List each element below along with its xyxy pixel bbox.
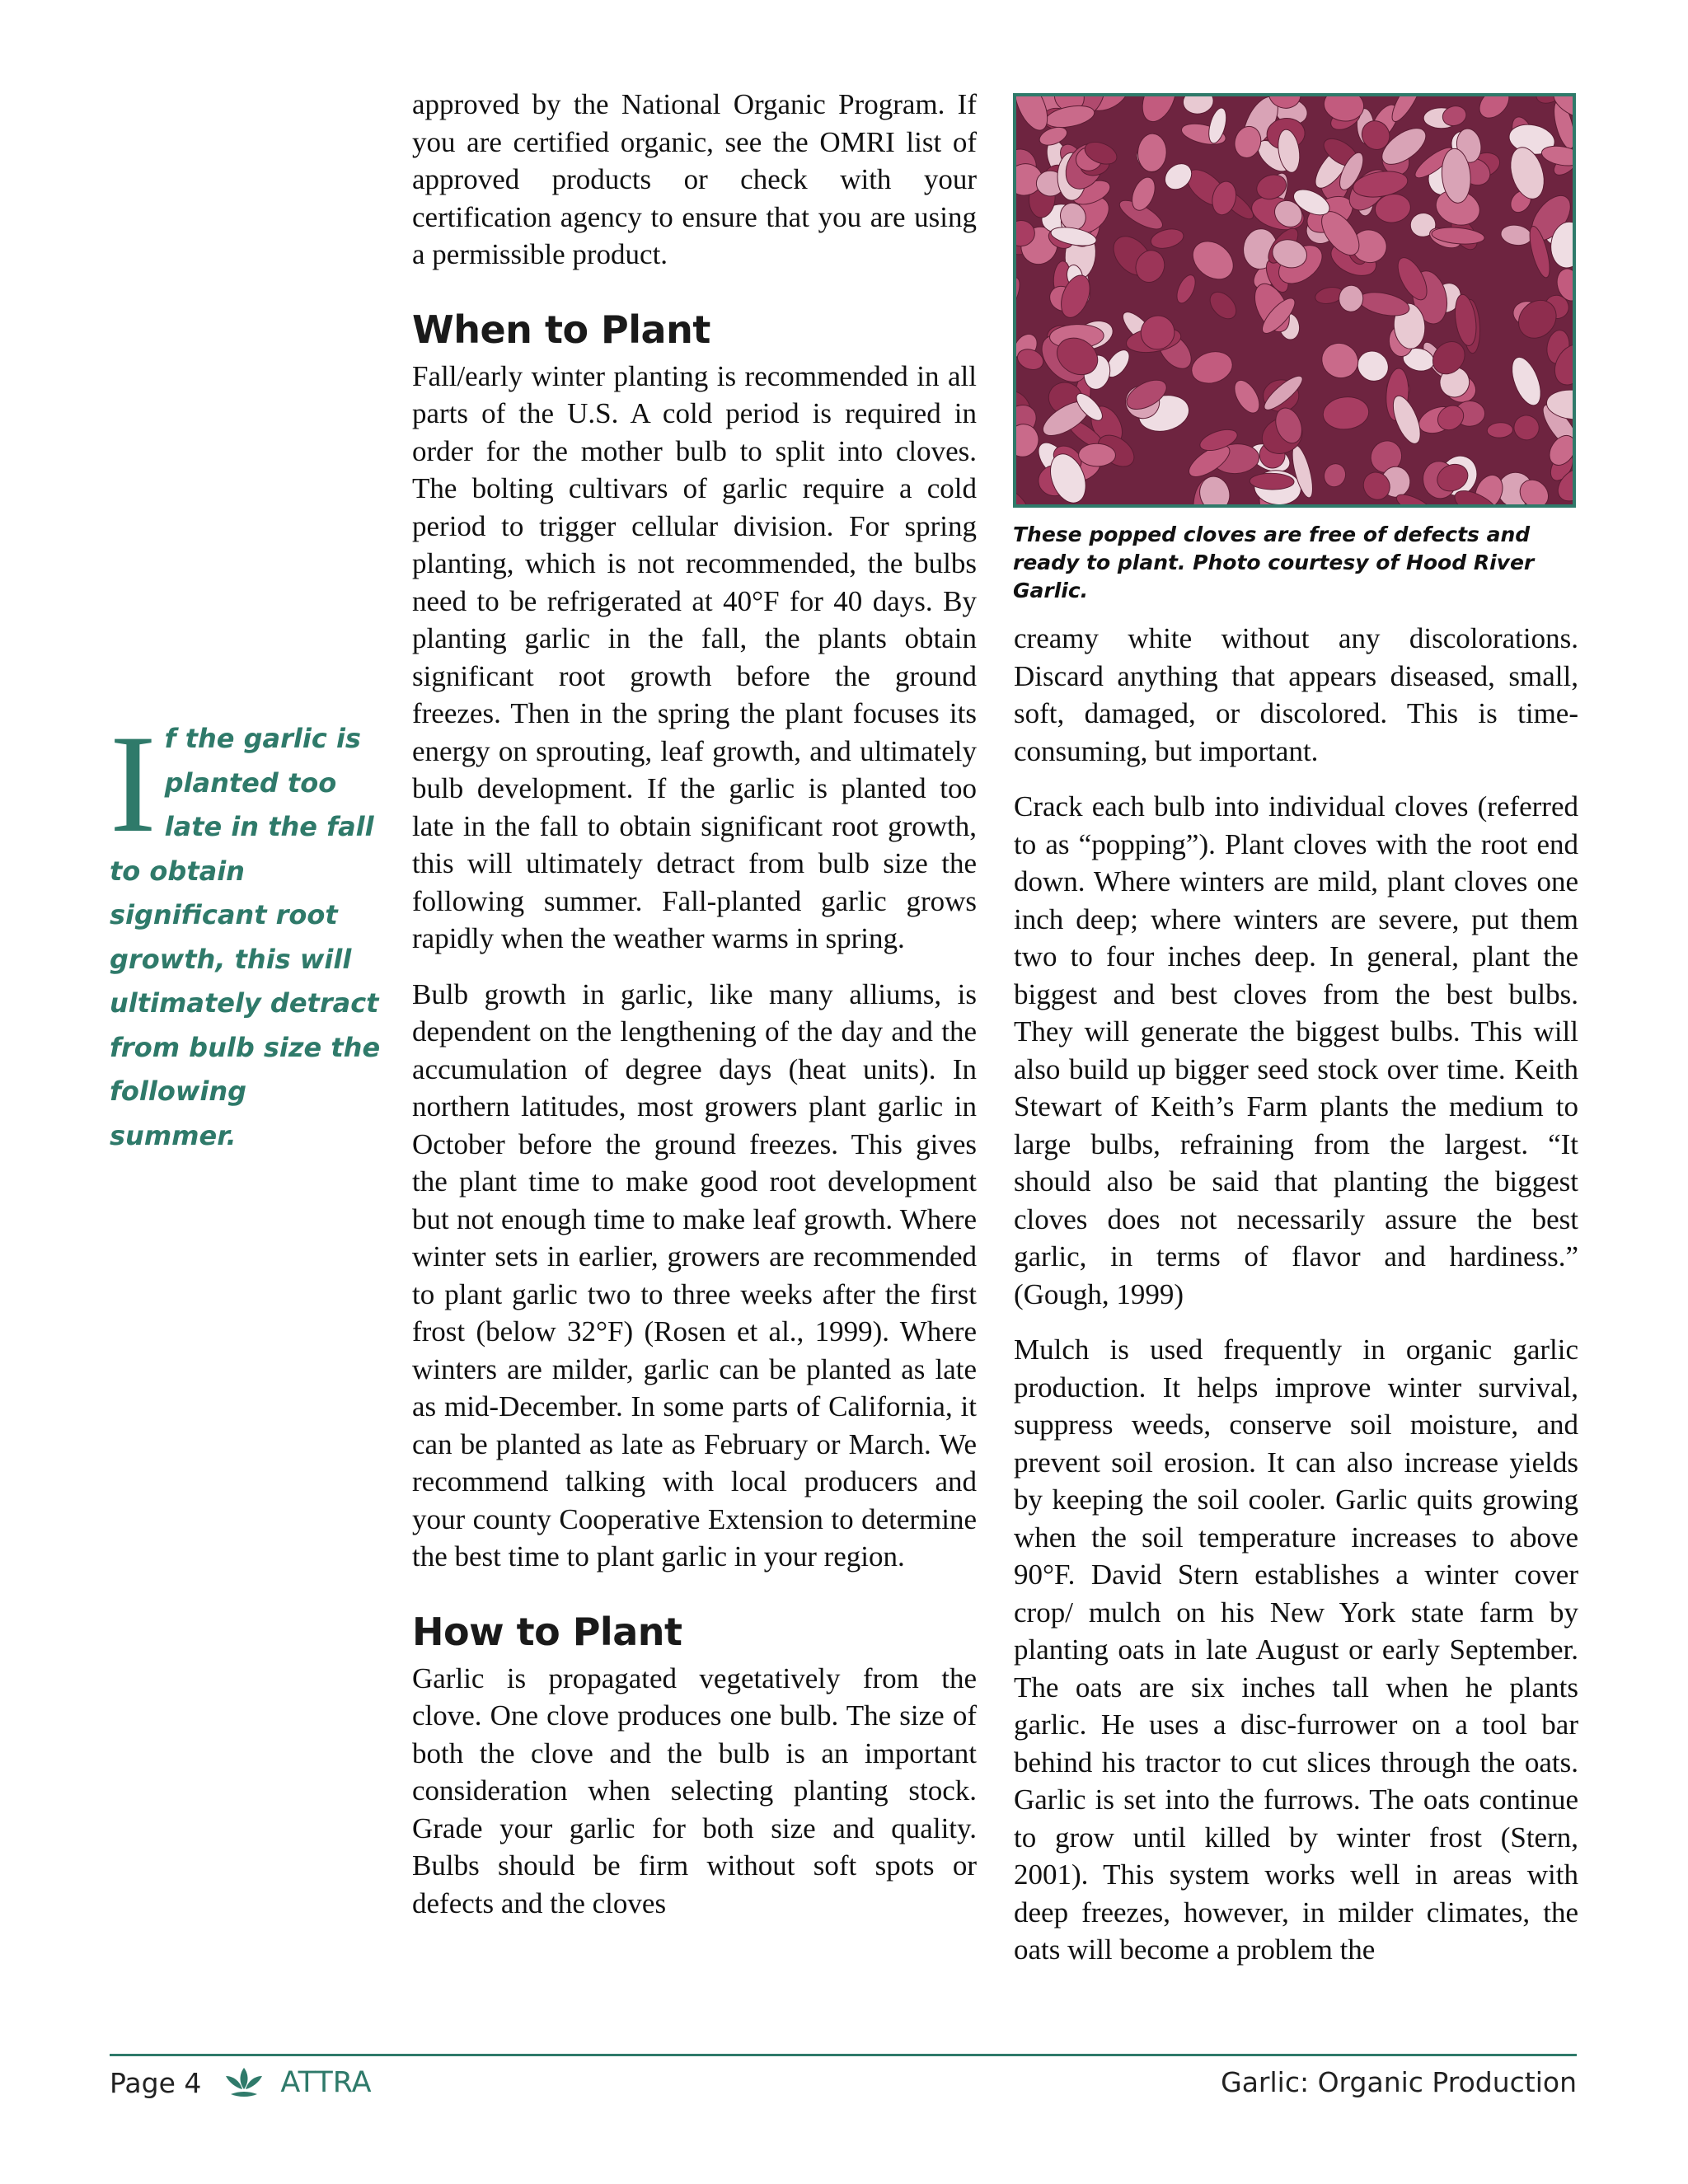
garlic-clove	[1078, 443, 1115, 466]
pull-quote-text: f the garlic is planted too late in the fall to obtain significant root growth, this will ultimately detract from bulb size the following summer.	[110, 723, 381, 1151]
when-to-plant-heading: When to Plant	[412, 307, 710, 352]
pull-quote-drop-cap: I	[110, 706, 157, 861]
footer-rule	[110, 2054, 1577, 2056]
footer-left	[110, 2062, 372, 2103]
pull-quote	[110, 706, 382, 1158]
main-column	[412, 86, 977, 1940]
right-paragraph-1: creamy white without any discolorations. Discard anything that appears diseased, small, soft, damaged, or discolored. This is time-consuming, but important.	[1014, 622, 1578, 767]
publication-title: Garlic: Organic Production	[1221, 2066, 1577, 2098]
right-paragraph-2: Crack each bulb into individual cloves (referred to as “popping”). Plant cloves with the root end down. Where winters are mild, plant cloves one inch deep; where winters are severe, put them two to four inches deep. In general, plant the biggest and best cloves from the best bulbs. They will generate the biggest bulbs. This will also build up bigger seed stock over time. Keith Stewart of Keith’s Farm plants the medium to large bulbs, refraining from the largest. “It should also be said that planting the biggest cloves does not necessarily assure the best garlic, in terms of flavor and hardiness.” (Gough, 1999)	[1014, 790, 1578, 1310]
right-paragraph-3: Mulch is used frequently in organic garlic production. It helps improve winter survival, suppress weeds, conserve soil moisture, and prevent soil erosion. It can also increase yields by keeping the soil cooler. Garlic quits growing when the soil temperature increases to above 90°F. David Stern establishes a winter cover crop/ mulch on his New York state farm by planting oats in late August or early September. The oats are six inches tall when he plants garlic. He uses a disc-furrower on a tool bar behind his tractor to cut slices through the oats. Garlic is set into the furrows. The oats continue to grow until killed by winter frost (Stern, 2001). This system works well in areas with deep freezes, however, in milder climates, the oats will become a problem the	[1014, 1333, 1578, 1966]
right-column	[1014, 620, 1578, 1987]
how-to-plant-paragraph-1: Garlic is propagated vegetatively from the clove. One clove produces one bulb. The size of both the clove and the bulb is an important consideration when selecting planting stock. Grade your garlic for both size and quality. Bulbs should be firm without soft spots or defects and the cloves	[412, 1661, 977, 1919]
org-name: ATTRA	[280, 2066, 372, 2099]
attra-leaf-icon	[223, 2064, 265, 2101]
when-to-plant-paragraph-2: Bulb growth in garlic, like many alliums, is dependent on the lengthening of the day and the accumulation of degree days (heat units). In northern latitudes, most growers plant garlic in October before the ground freezes. This gives the plant time to make good root development but not enough time to make leaf growth. Where winter sets in earlier, growers are recommended to plant garlic two to three weeks after the first frost (below 32°F) (Rosen et al., 1999). Where winters are milder, garlic can be planted as late as mid-December. In some parts of California, it can be planted as late as February or March. We recommend talking with local producers and your county Cooperative Extension to determine the best time to plant garlic in your region.	[412, 977, 977, 1572]
garlic-cloves-photo-icon	[1016, 96, 1573, 504]
page-number: Page 4	[110, 2066, 202, 2099]
garlic-clove	[1250, 473, 1294, 490]
photo-caption: These popped cloves are free of defects and ready to plant. Photo courtesy of Hood River Garlic.	[1013, 523, 1535, 602]
garlic-cloves-photo	[1013, 93, 1576, 508]
when-to-plant-paragraph-1: Fall/early winter planting is recommended in all parts of the U.S. A cold period is required in order for the mother bulb to split into cloves. The bolting cultivars of garlic require a cold period to trigger cellular division. For spring planting, which is not recommended, the bulbs need to be refrigerated at 40°F for 40 days. By planting garlic in the fall, the plants obtain significant root growth before the ground freezes. Then in the spring the plant focuses its energy on sprouting, leaf growth, and ultimately bulb development. If the garlic is planted too late in the fall to obtain significant root growth, this will ultimately detract from bulb size the following summer. Fall-planted garlic grows rapidly when the weather warms in spring.	[412, 359, 977, 954]
how-to-plant-heading: How to Plant	[412, 1609, 682, 1654]
intro-paragraph: approved by the National Organic Program. If you are certified organic, see the OMRI list of approved products or check with your certification agency to ensure that you are using a permissible product.	[412, 88, 977, 270]
